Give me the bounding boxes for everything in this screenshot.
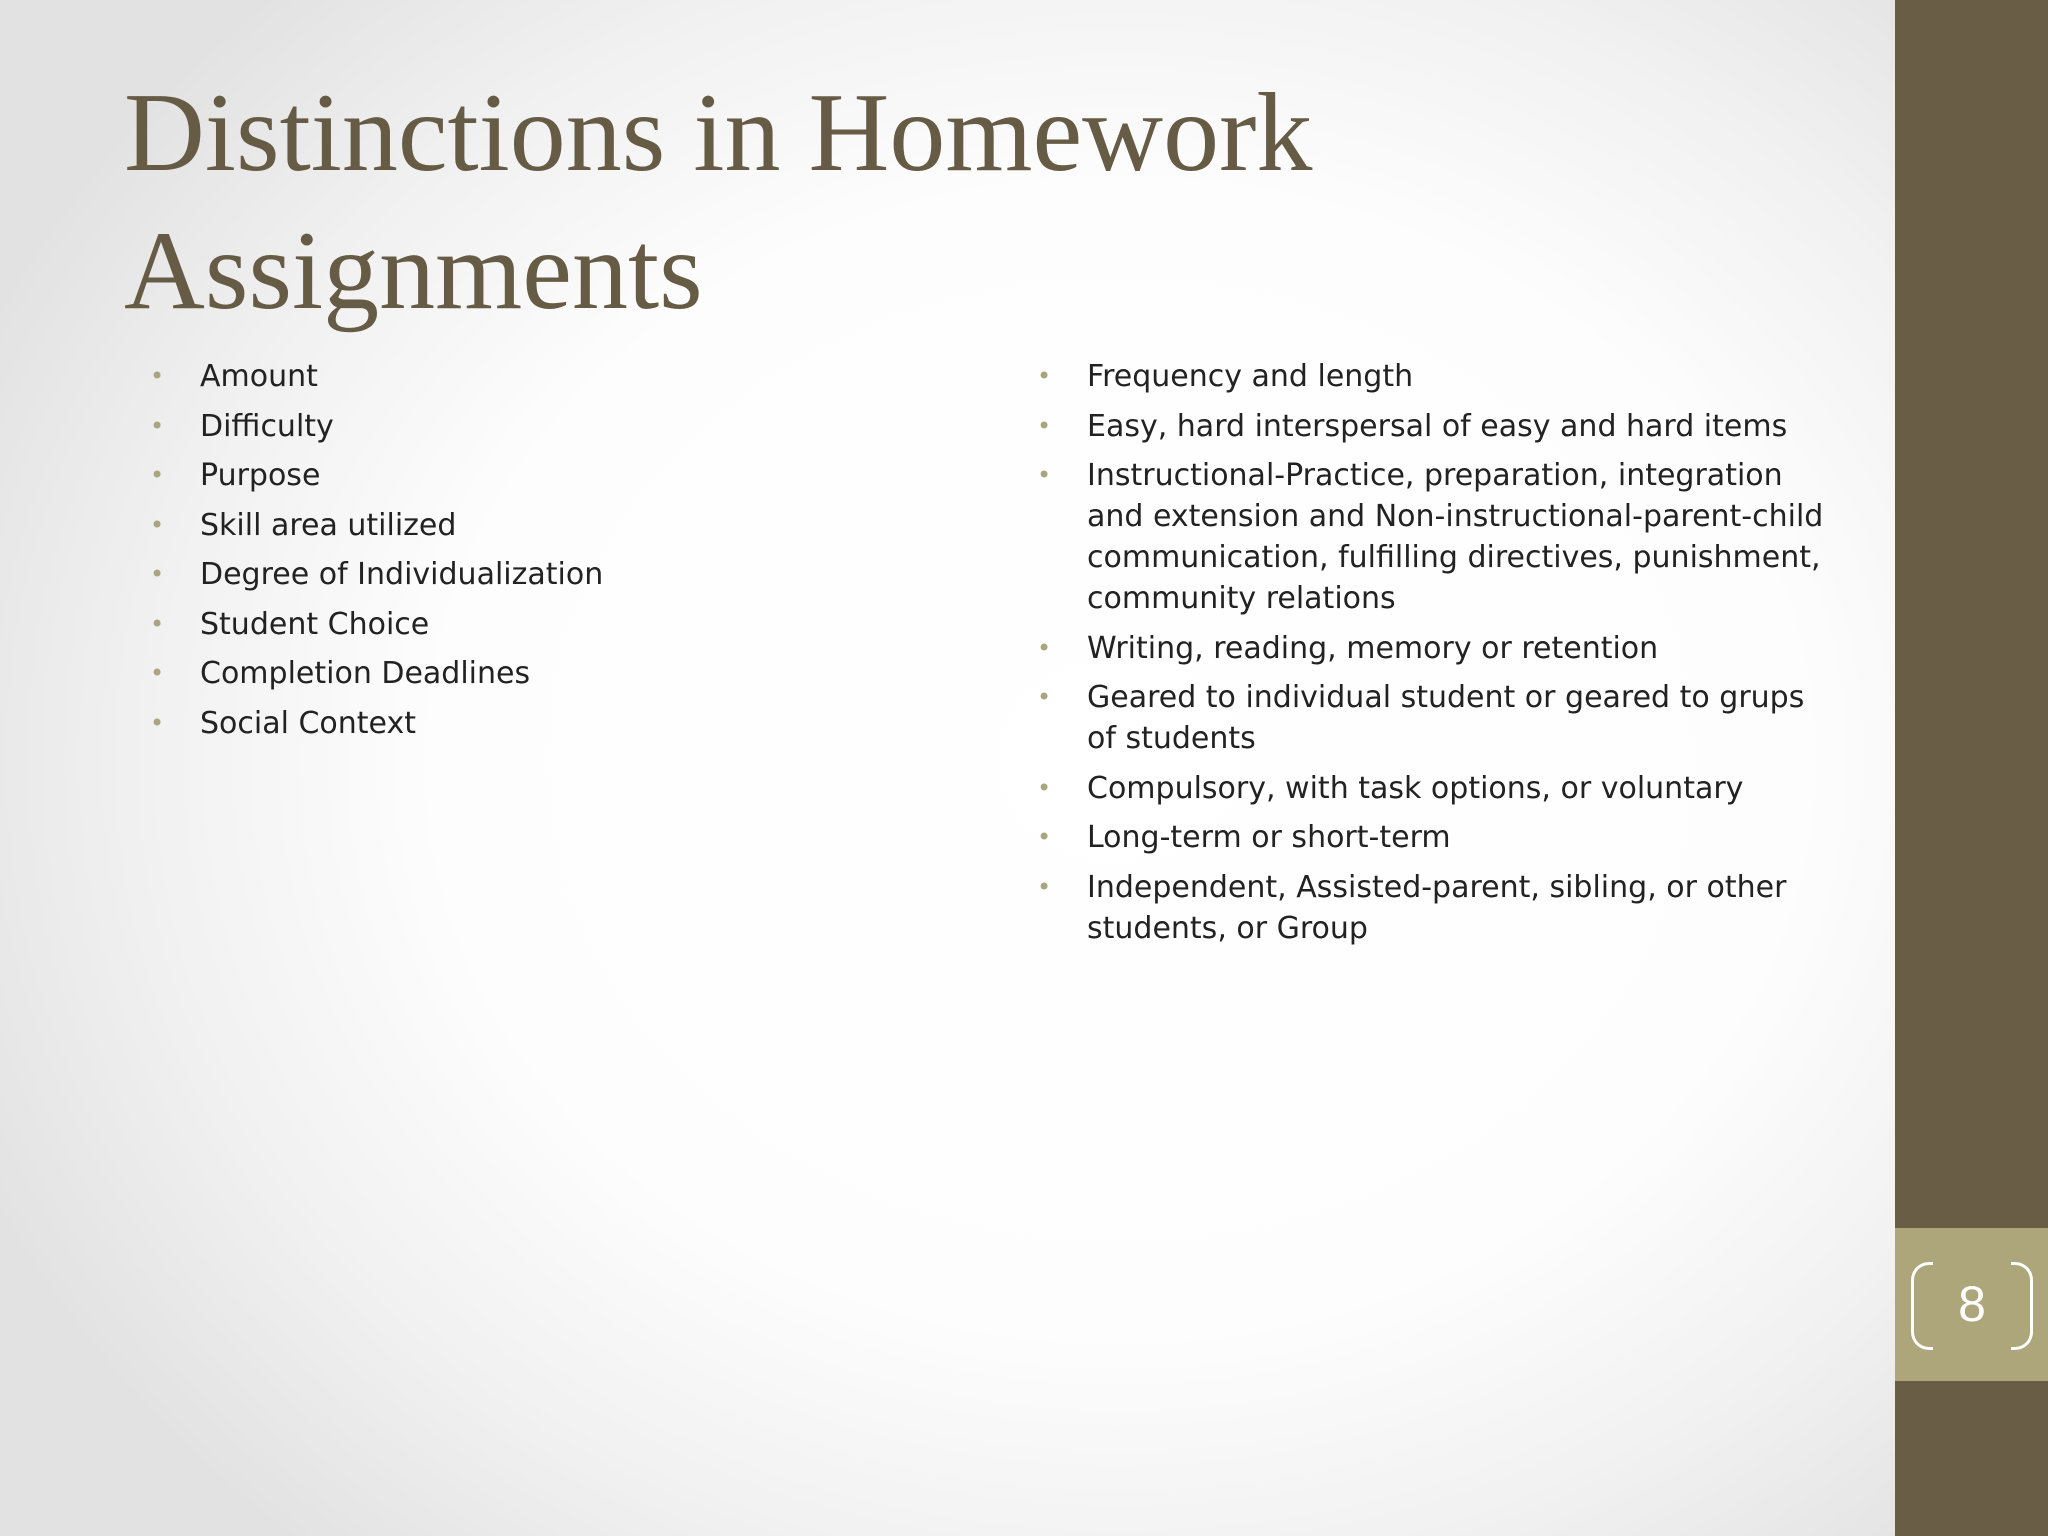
list-item: • Degree of Individualization [150, 554, 970, 595]
slide-title-line-2: Assignments [124, 209, 703, 333]
list-item: • Easy, hard interspersal of easy and hard items [1037, 406, 1837, 447]
list-item: • Writing, reading, memory or retention [1037, 628, 1837, 669]
list-item: • Skill area utilized [150, 505, 970, 546]
left-bullet-list [150, 356, 970, 752]
page-number: 8 [1958, 1276, 1986, 1332]
list-item: • Frequency and length [1037, 356, 1837, 397]
list-item: • Completion Deadlines [150, 653, 970, 694]
slide-title-line-1: Distinctions in Homework [124, 71, 1313, 195]
list-item: • Independent, Assisted-parent, sibling, or other students, or Group [1037, 867, 1837, 949]
list-item: • Instructional-Practice, preparation, integration and extension and Non-instructional-parent-child communication, fulfilling directives, punishment, community relations [1037, 455, 1837, 619]
list-item: • Long-term or short-term [1037, 817, 1837, 858]
right-bullet-list [1037, 356, 1837, 957]
list-item: • Social Context [150, 703, 970, 744]
left-bracket-icon [1911, 1262, 1933, 1350]
page-number-tab [1895, 1228, 2048, 1381]
list-item: • Amount [150, 356, 970, 397]
right-bracket-icon [2011, 1262, 2033, 1350]
list-item: • Difficulty [150, 406, 970, 447]
list-item: • Geared to individual student or geared to grups of students [1037, 677, 1837, 759]
list-item: • Compulsory, with task options, or voluntary [1037, 768, 1837, 809]
list-item: • Purpose [150, 455, 970, 496]
list-item: • Student Choice [150, 604, 970, 645]
slide-title [124, 64, 1824, 340]
